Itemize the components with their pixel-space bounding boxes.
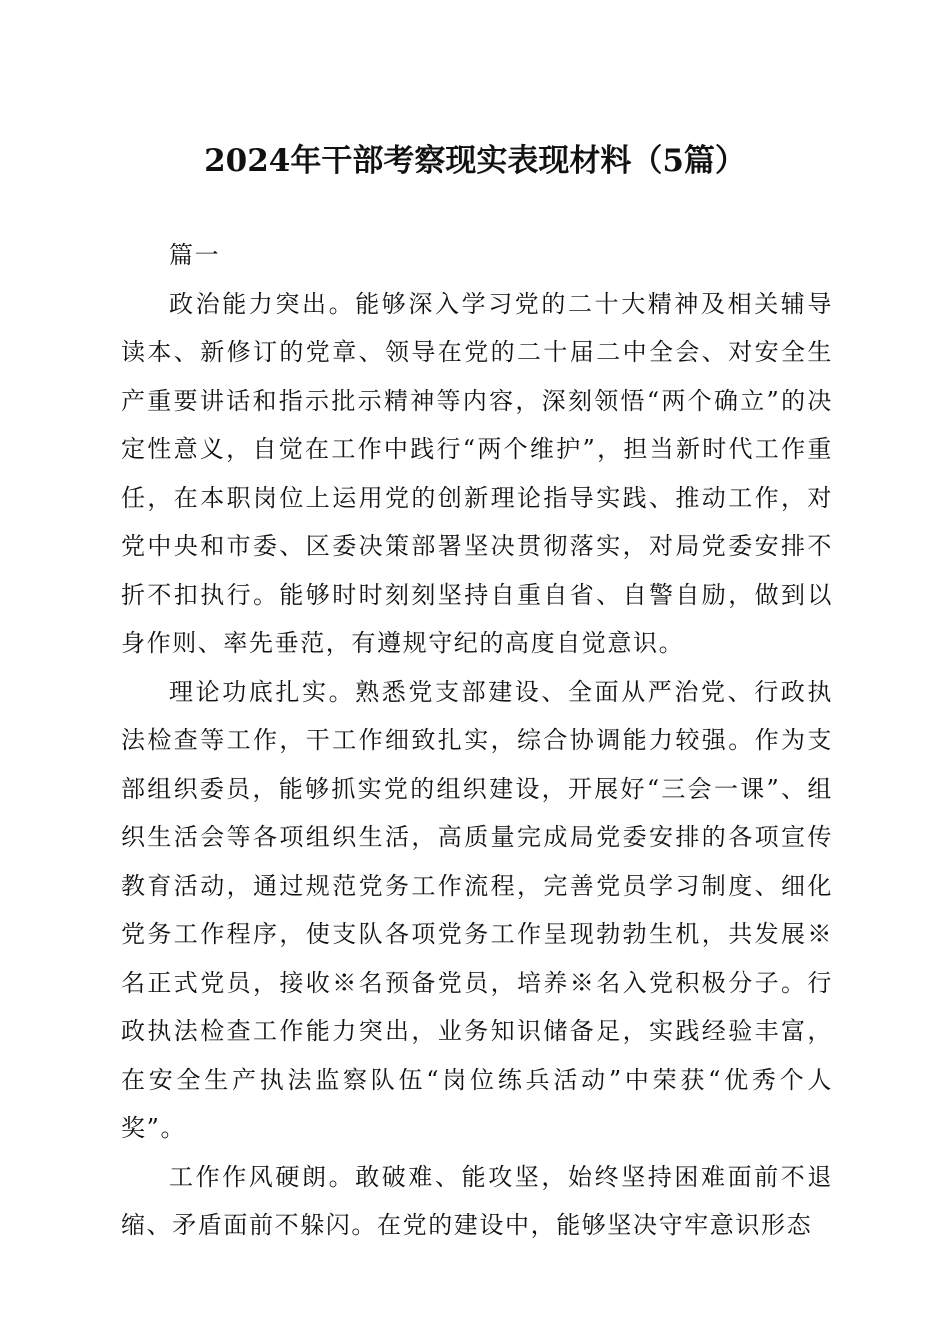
document-title: 2024年干部考察现实表现材料（5篇）: [204, 143, 746, 179]
section-label: 篇一: [169, 241, 221, 269]
document-body: [121, 231, 833, 1250]
paragraph-work-style: 工作作风硬朗。敢破难、能攻坚，始终坚持困难面前不退缩、矛盾面前不躲闪。在党的建设中，能够坚决守牢意识形态: [121, 1162, 833, 1239]
paragraph-political-ability: 政治能力突出。能够深入学习党的二十大精神及相关辅导读本、新修订的党章、领导在党的二十届二中全会、对安全生产重要讲话和指示批示精神等内容，深刻领悟“两个确立”的决定性意义，自觉在工作中践行“两个维护”，担当新时代工作重任，在本职岗位上运用党的创新理论指导实践、推动工作，对党中央和市委、区委决策部署坚决贯彻落实，对局党委安排不折不扣执行。能够时时刻刻坚持自重自省、自警自励，做到以身作则、率先垂范，有遵规守纪的高度自觉意识。: [121, 289, 833, 657]
paragraph-theory-foundation: 理论功底扎实。熟悉党支部建设、全面从严治党、行政执法检查等工作，干工作细致扎实，综合协调能力较强。作为支部组织委员，能够抓实党的组织建设，开展好“三会一课”、组织生活会等各项组织生活，高质量完成局党委安排的各项宣传教育活动，通过规范党务工作流程，完善党员学习制度、细化党务工作程序，使支队各项党务工作呈现勃勃生机，共发展※名正式党员，接收※名预备党员，培养※名入党积极分子。行政执法检查工作能力突出，业务知识储备足，实践经验丰富，在安全生产执法监察队伍“岗位练兵活动”中荣获“优秀个人奖”。: [121, 677, 833, 1142]
